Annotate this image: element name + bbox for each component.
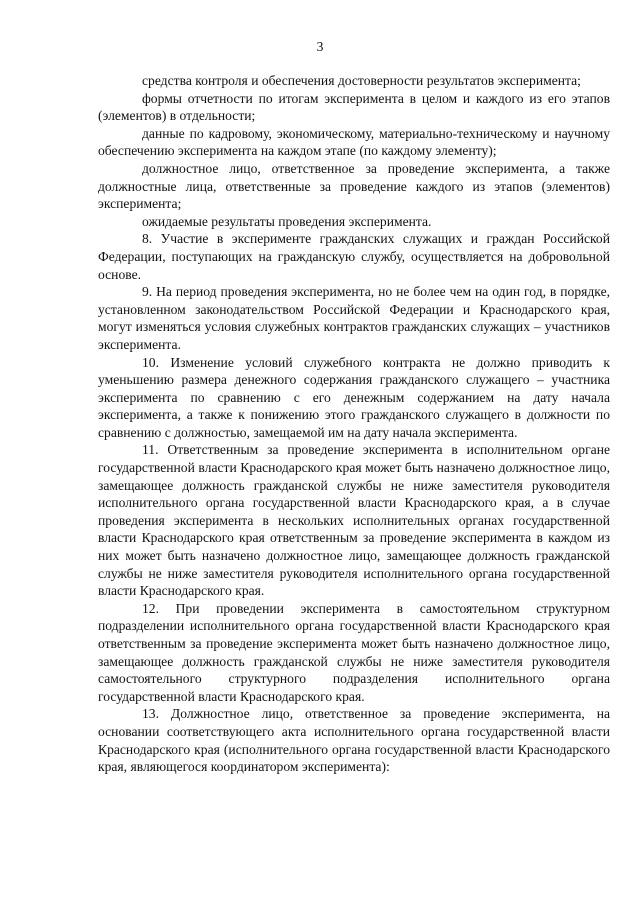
- paragraph: должностное лицо, ответственное за проведение эксперимента, а также должностные лица, ответственные за проведение каждого из этапов (элементов) эксперимента;: [98, 160, 610, 212]
- paragraph-item-10: 10. Изменение условий служебного контракта не должно приводить к уменьшению размера денежного содержания гражданского служащего – участника эксперимента по сравнению с его денежным содержанием на дату начала эксперимента, а также к понижению этого гражданского служащего в должности по сравнению с должностью, замещаемой им на дату начала эксперимента.: [98, 354, 610, 440]
- paragraph: данные по кадровому, экономическому, материально-техническому и научному обеспечению эксперимента на каждом этапе (по каждому элементу);: [98, 125, 610, 159]
- paragraph: ожидаемые результаты проведения эксперимента.: [142, 213, 432, 229]
- paragraph-item-13: 13. Должностное лицо, ответственное за проведение эксперимента, на основании соответствующего акта исполнительного органа государственной власти Краснодарского края (исполнительного органа государственной власти Краснодарского края, являющегося координатором эксперимента):: [98, 706, 610, 775]
- paragraph: формы отчетности по итогам эксперимента в целом и каждого из его этапов (элементов) в отдельности;: [98, 90, 610, 124]
- paragraph: средства контроля и обеспечения достоверности результатов эксперимента;: [142, 73, 581, 88]
- paragraph-item-8: 8. Участие в эксперименте гражданских служащих и граждан Российской Федерации, поступающих на гражданскую службу, осуществляется на добровольной основе.: [98, 231, 610, 282]
- paragraph-item-9: 9. На период проведения эксперимента, но не более чем на один год, в порядке, установленном законодательством Российской Федерации и Краснодарского края, могут изменяться условия служебных контрактов гражданских служащих – участников эксперимента.: [98, 284, 610, 352]
- page-number: 3: [316, 39, 324, 54]
- paragraph-item-12: 12. При проведении эксперимента в самостоятельном структурном подразделении исполнительного органа государственной власти Краснодарского края ответственным за проведение эксперимента может быть назначено должностное лицо, замещающее должность гражданской службы не ниже заместителя руководителя самостоятельного структурного подразделения исполнительного органа государственной власти Краснодарского края.: [98, 600, 610, 704]
- paragraph-item-11: 11. Ответственным за проведение эксперимента в исполнительном органе государственной власти Краснодарского края может быть назначено должностное лицо, замещающее должность гражданской службы не ниже заместителя руководителя исполнительного органа государственной власти Краснодарского края, а в случае проведения эксперимента в нескольких исполнительных органах государственной власти Краснодарского края ответственным за проведение эксперимента в каждом из них может быть назначено должностное лицо, замещающее должность гражданской службы не ниже заместителя руководителя исполнительного органа государственной власти Краснодарского края.: [98, 442, 610, 599]
- document-body: [98, 72, 610, 776]
